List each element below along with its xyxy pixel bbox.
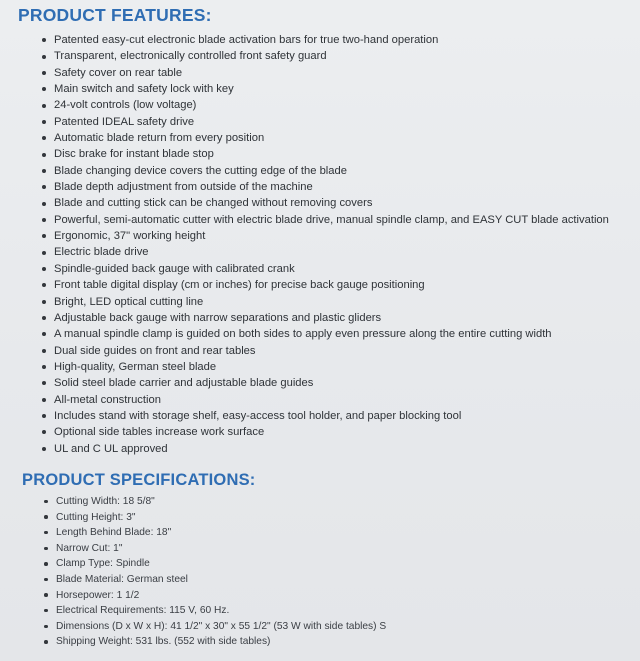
feature-item (40, 343, 609, 359)
bullet-icon (44, 593, 48, 597)
bullet-icon (42, 251, 46, 255)
feature-item-text: Includes stand with storage shelf, easy-access tool holder, and paper blocking tool (54, 409, 462, 422)
spec-item-text: Dimensions (D x W x H): 41 1/2" x 30" x 55 1/2" (53 W with side tables) S (56, 620, 387, 632)
feature-item-text: Automatic blade return from every position (54, 132, 265, 145)
bullet-icon (42, 316, 46, 320)
feature-item (40, 163, 609, 179)
spec-item (42, 541, 386, 557)
bullet-icon (42, 283, 46, 287)
bullet-icon (42, 202, 46, 206)
feature-item-text: UL and C UL approved (54, 442, 168, 455)
bullet-icon (42, 365, 46, 369)
bullet-icon (42, 332, 46, 336)
product-specifications-list (42, 494, 386, 650)
spec-item (42, 603, 386, 619)
feature-item (40, 261, 609, 277)
feature-item (40, 81, 609, 97)
spec-item (42, 494, 386, 510)
feature-item (40, 408, 609, 424)
feature-item-text: Blade and cutting stick can be changed without removing covers (54, 197, 373, 210)
bullet-icon (42, 104, 46, 108)
bullet-icon (42, 218, 46, 222)
bullet-icon (42, 71, 46, 75)
feature-item (40, 424, 609, 440)
feature-item (40, 97, 609, 113)
bullet-icon (42, 120, 46, 124)
feature-item-text: Blade depth adjustment from outside of the machine (54, 181, 313, 194)
product-features-list (40, 32, 609, 457)
bullet-icon (44, 609, 48, 613)
spec-item (42, 619, 386, 635)
bullet-icon (44, 515, 48, 519)
bullet-icon (42, 38, 46, 42)
feature-item (40, 65, 609, 81)
bullet-icon (42, 349, 46, 353)
feature-item-text: Solid steel blade carrier and adjustable blade guides (54, 377, 314, 390)
feature-item (40, 359, 609, 375)
feature-item (40, 195, 609, 211)
feature-item-text: Front table digital display (cm or inches) for precise back gauge positioning (54, 279, 425, 292)
feature-item-text: High-quality, German steel blade (54, 360, 217, 373)
bullet-icon (42, 398, 46, 402)
feature-item-text: Spindle-guided back gauge with calibrated crank (54, 262, 295, 275)
feature-item-text: Powerful, semi-automatic cutter with electric blade drive, manual spindle clamp, and EASY CUT blade activation (54, 213, 609, 226)
feature-item-text: Disc brake for instant blade stop (54, 148, 214, 161)
feature-item-text: Blade changing device covers the cutting edge of the blade (54, 164, 347, 177)
spec-item (42, 510, 386, 526)
feature-item (40, 228, 609, 244)
spec-item-text: Narrow Cut: 1" (56, 542, 123, 554)
spec-item-text: Cutting Height: 3" (56, 511, 136, 523)
bullet-icon (44, 578, 48, 582)
feature-item (40, 146, 609, 162)
bullet-icon (42, 414, 46, 418)
spec-item-text: Length Behind Blade: 18" (56, 527, 172, 539)
spec-item (42, 525, 386, 541)
feature-item-text: A manual spindle clamp is guided on both sides to apply even pressure along the entire cutting width (54, 328, 552, 341)
feature-item-text: Main switch and safety lock with key (54, 83, 234, 96)
spec-item (42, 556, 386, 572)
bullet-icon (42, 267, 46, 271)
bullet-icon (42, 55, 46, 59)
spec-item-text: Cutting Width: 18 5/8" (56, 496, 155, 507)
feature-item (40, 179, 609, 195)
feature-item (40, 277, 609, 293)
bullet-icon (44, 640, 48, 644)
feature-item (40, 212, 609, 228)
feature-item-text: Adjustable back gauge with narrow separations and plastic gliders (54, 311, 382, 324)
feature-item (40, 32, 609, 48)
feature-item (40, 244, 609, 260)
bullet-icon (42, 381, 46, 385)
feature-item-text: 24-volt controls (low voltage) (54, 99, 197, 112)
bullet-icon (42, 153, 46, 157)
spec-item-text: Electrical Requirements: 115 V, 60 Hz. (56, 605, 230, 617)
feature-item (40, 392, 609, 408)
feature-item (40, 130, 609, 146)
bullet-icon (42, 185, 46, 189)
spec-item-text: Horsepower: 1 1/2 (56, 589, 140, 601)
bullet-icon (42, 136, 46, 140)
feature-item-text: Dual side guides on front and rear tables (54, 344, 256, 357)
feature-item-text: Safety cover on rear table (54, 66, 183, 79)
feature-item (40, 310, 609, 326)
spec-item (42, 634, 386, 650)
bullet-icon (42, 447, 46, 451)
feature-item-text: Patented easy-cut electronic blade activation bars for true two-hand operation (54, 34, 439, 46)
feature-item-text: Electric blade drive (54, 246, 149, 259)
spec-item-text: Shipping Weight: 531 lbs. (552 with side tables) (56, 636, 271, 648)
bullet-icon (42, 169, 46, 173)
bullet-icon (42, 430, 46, 434)
spec-item-text: Blade Material: German steel (56, 573, 188, 585)
bullet-icon (44, 562, 48, 566)
feature-item-text: Optional side tables increase work surface (54, 426, 265, 439)
feature-item (40, 294, 609, 310)
bullet-icon (44, 625, 48, 629)
bullet-icon (42, 87, 46, 91)
bullet-icon (44, 531, 48, 535)
bullet-icon (42, 234, 46, 238)
product-features-heading: PRODUCT FEATURES: (18, 5, 212, 25)
feature-item (40, 326, 609, 342)
feature-item (40, 48, 609, 64)
bullet-icon (44, 547, 48, 551)
feature-item-text: Patented IDEAL safety drive (54, 115, 195, 128)
spec-item (42, 588, 386, 604)
spec-item (42, 572, 386, 588)
feature-item (40, 441, 609, 457)
feature-item-text: Ergonomic, 37" working height (54, 230, 206, 243)
feature-item-text: Bright, LED optical cutting line (54, 295, 204, 308)
feature-item (40, 375, 609, 391)
product-specifications-heading: PRODUCT SPECIFICATIONS: (22, 471, 256, 489)
feature-item (40, 114, 609, 130)
bullet-icon (42, 300, 46, 304)
spec-item-text: Clamp Type: Spindle (56, 558, 150, 570)
feature-item-text: All-metal construction (54, 393, 161, 406)
feature-item-text: Transparent, electronically controlled front safety guard (54, 50, 327, 63)
bullet-icon (44, 500, 48, 504)
